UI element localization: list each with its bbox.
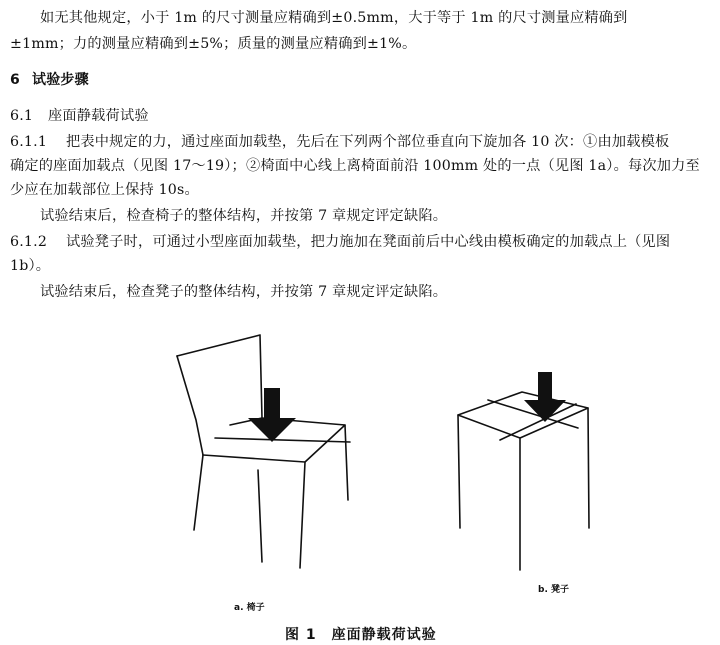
stool-drawing <box>458 392 589 570</box>
stool-arrow <box>524 372 566 422</box>
figure-label-b: b. 凳子 <box>538 585 569 595</box>
chair-leg-back-right <box>345 425 348 500</box>
stool-leg-left <box>458 415 460 528</box>
chair-drawing <box>177 335 350 568</box>
section-6-1-1-line-2: 确定的座面加载点（见图 17～19）；②椅面中心线上离椅面前沿 100mm 处的一点（见图 1a）。每次加力至 <box>10 158 700 174</box>
chair-leg-front-left <box>194 455 203 530</box>
section-6-1-1-number: 6.1.1 <box>10 134 48 150</box>
section-6-1-number: 6.1 <box>10 108 34 124</box>
chair-leg-front-right <box>300 462 305 568</box>
section-6-1-2-after: 试验结束后，检查凳子的整体结构，并按第 7 章规定评定缺陷。 <box>40 284 448 300</box>
section-6-1-2-number: 6.1.2 <box>10 234 48 250</box>
section-6-1-1-after: 试验结束后，检查椅子的整体结构，并按第 7 章规定评定缺陷。 <box>40 208 448 224</box>
intro-line-1: 如无其他规定，小于 1m 的尺寸测量应精确到±0.5mm，大于等于 1m 的尺寸测量应精确到 <box>40 10 628 26</box>
figure-caption: 图 1 座面静载荷试验 <box>285 627 437 643</box>
stool-top <box>458 392 588 438</box>
chair-leg-front-right-inner <box>258 470 262 562</box>
section-6-1-1-text-1: 把表中规定的力，通过座面加载垫，先后在下列两个部位垂直向下旋加各 10 次：①由加载模板 <box>66 134 670 150</box>
figure-label-a: a. 椅子 <box>234 603 265 613</box>
section-6-1-title: 座面静载荷试验 <box>48 108 149 124</box>
section-6-title: 试验步骤 <box>32 72 89 88</box>
section-6-1-1-line-3: 少应在加载部位上保持 10s。 <box>10 182 199 198</box>
intro-line-2: ±1mm；力的测量应精确到±5%；质量的测量应精确到±1%。 <box>10 36 417 52</box>
section-6-number: 6 <box>10 72 20 88</box>
stool-leg-right <box>588 408 589 528</box>
section-6-1-2-line-2: 1b）。 <box>10 258 51 274</box>
chair-backrest <box>177 335 262 418</box>
chair-arrow <box>248 388 296 442</box>
section-6-1-2-text-1: 试验凳子时，可通过小型座面加载垫，把力施加在凳面前后中心线由模板确定的加载点上（见图 <box>66 234 671 250</box>
